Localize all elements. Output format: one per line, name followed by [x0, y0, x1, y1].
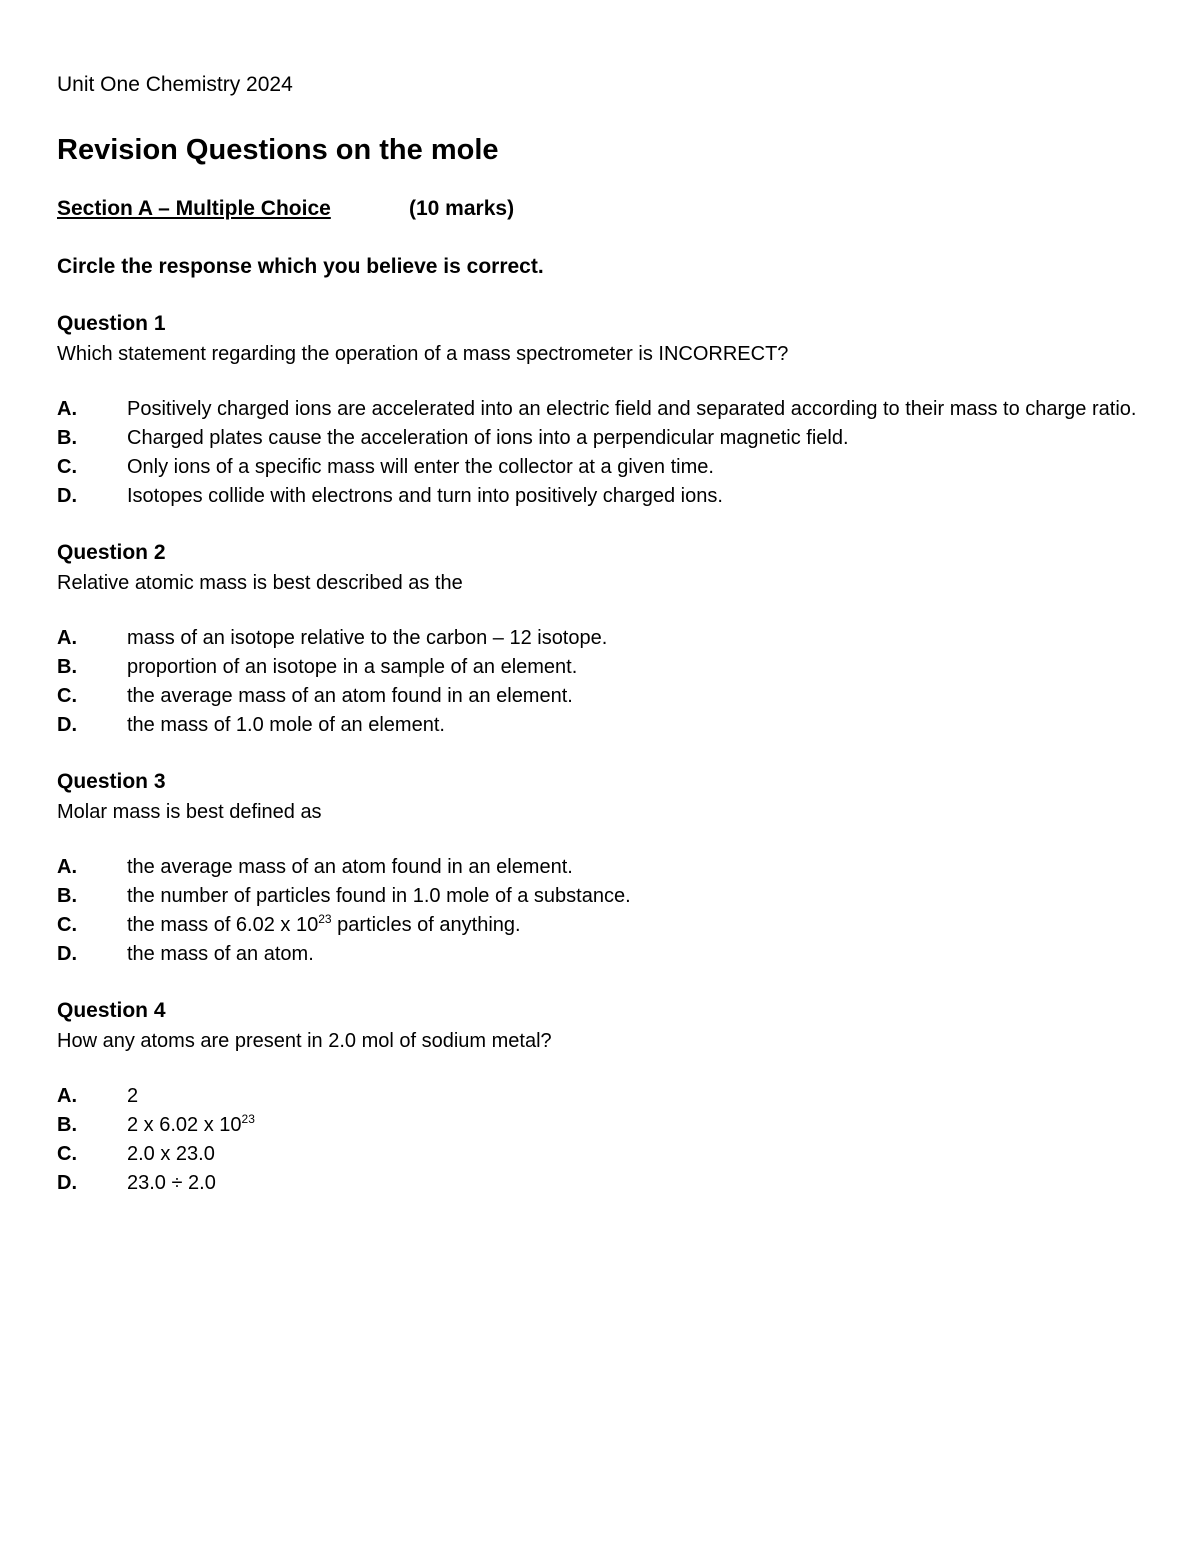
question-2 — [57, 538, 1143, 740]
option-letter: C. — [57, 914, 77, 936]
option-letter: C. — [57, 685, 77, 707]
question-stem: Molar mass is best defined as — [57, 801, 322, 823]
option-b[interactable] — [57, 1111, 1143, 1140]
option-letter: A. — [57, 856, 77, 878]
option-text: the mass of 1.0 mole of an element. — [127, 714, 445, 736]
question-heading: Question 2 — [57, 541, 166, 564]
option-text: 2 — [127, 1085, 139, 1107]
option-text: mass of an isotope relative to the carbon – 12 isotope. — [127, 627, 608, 649]
option-list — [57, 853, 1143, 969]
option-list — [57, 1082, 1143, 1198]
option-a[interactable] — [57, 1082, 1143, 1111]
option-list — [57, 624, 1143, 740]
option-letter: A. — [57, 1085, 77, 1107]
option-text — [127, 1111, 1143, 1140]
option-text: the average mass of an atom found in an element. — [127, 685, 573, 707]
option-text: the mass of an atom. — [127, 943, 314, 965]
question-1 — [57, 309, 1143, 511]
question-4 — [57, 996, 1143, 1198]
section-heading: Section A – Multiple Choice — [57, 197, 331, 220]
section-header — [57, 194, 1143, 224]
option-text-pre: the mass of 6.02 x 10 — [127, 914, 319, 936]
option-letter: D. — [57, 485, 77, 507]
option-letter: B. — [57, 656, 77, 678]
option-c[interactable] — [57, 1140, 1143, 1169]
option-d[interactable] — [57, 940, 1143, 969]
option-text — [127, 911, 1143, 940]
option-text-post: particles of anything. — [331, 914, 521, 936]
question-heading: Question 1 — [57, 312, 166, 335]
option-text: Isotopes collide with electrons and turn into positively charged ions. — [127, 485, 723, 507]
question-heading: Question 3 — [57, 770, 166, 793]
option-c[interactable] — [57, 682, 1143, 711]
option-b[interactable] — [57, 653, 1143, 682]
option-d[interactable] — [57, 482, 1143, 511]
option-text: the average mass of an atom found in an element. — [127, 856, 573, 878]
option-c[interactable] — [57, 911, 1143, 940]
option-letter: C. — [57, 1143, 77, 1165]
option-letter: B. — [57, 427, 77, 449]
option-letter: B. — [57, 1114, 77, 1136]
option-d[interactable] — [57, 711, 1143, 740]
option-c[interactable] — [57, 453, 1143, 482]
option-text: Charged plates cause the acceleration of ions into a perpendicular magnetic field. — [127, 427, 849, 449]
question-stem: Which statement regarding the operation of a mass spectrometer is INCORRECT? — [57, 343, 789, 365]
option-letter: A. — [57, 398, 77, 420]
question-stem: How any atoms are present in 2.0 mol of sodium metal? — [57, 1030, 552, 1052]
option-text: Positively charged ions are accelerated into an electric field and separated according to their mass to charge ratio. — [127, 398, 1137, 420]
option-text: proportion of an isotope in a sample of an element. — [127, 656, 578, 678]
option-text: the number of particles found in 1.0 mole of a substance. — [127, 885, 631, 907]
section-marks: (10 marks) — [409, 197, 515, 220]
option-d[interactable] — [57, 1169, 1143, 1198]
option-letter: D. — [57, 1172, 77, 1194]
option-text: Only ions of a specific mass will enter the collector at a given time. — [127, 456, 714, 478]
option-letter: D. — [57, 714, 77, 736]
question-stem: Relative atomic mass is best described as the — [57, 572, 463, 594]
option-a[interactable] — [57, 395, 1143, 424]
option-letter: D. — [57, 943, 77, 965]
option-b[interactable] — [57, 424, 1143, 453]
option-text: 23.0 ÷ 2.0 — [127, 1172, 216, 1194]
superscript-exponent: 23 — [241, 1112, 255, 1126]
option-letter: B. — [57, 885, 77, 907]
document-page — [57, 70, 1143, 1198]
page-title: Revision Questions on the mole — [57, 134, 499, 166]
option-list — [57, 395, 1143, 511]
option-letter: C. — [57, 456, 77, 478]
instruction-text: Circle the response which you believe is correct. — [57, 255, 544, 278]
option-text: 2.0 x 23.0 — [127, 1143, 215, 1165]
superscript-exponent: 23 — [318, 912, 332, 926]
option-text-pre: 2 x 6.02 x 10 — [127, 1114, 242, 1136]
option-a[interactable] — [57, 624, 1143, 653]
option-b[interactable] — [57, 882, 1143, 911]
option-letter: A. — [57, 627, 77, 649]
question-heading: Question 4 — [57, 999, 166, 1022]
question-3 — [57, 767, 1143, 969]
unit-line: Unit One Chemistry 2024 — [57, 73, 293, 96]
option-a[interactable] — [57, 853, 1143, 882]
